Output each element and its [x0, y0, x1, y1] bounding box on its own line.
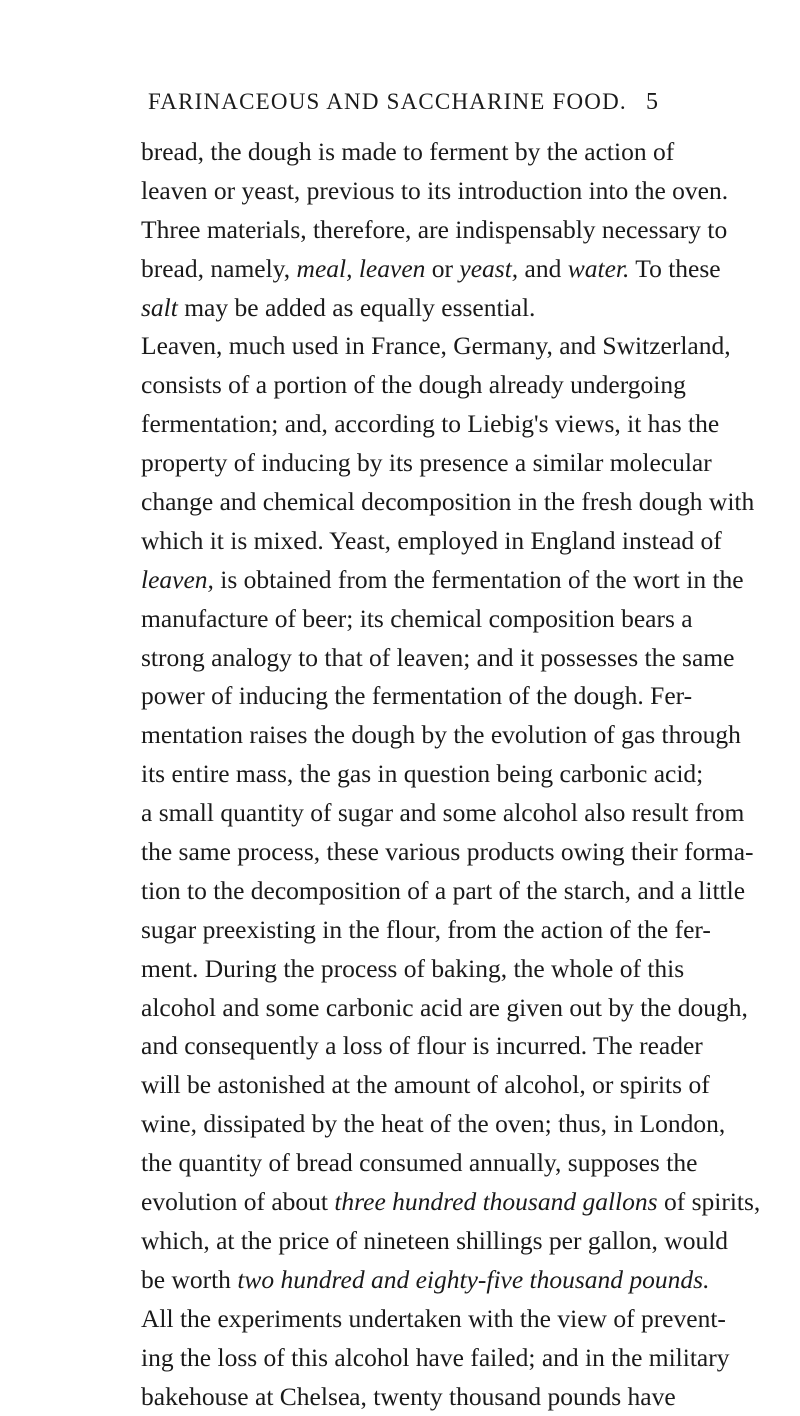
page-number: 5 [646, 89, 658, 116]
text-run: may be added as equally essential. [178, 293, 536, 322]
text-run: be worth [141, 1265, 237, 1294]
text-line [141, 1027, 645, 1066]
text-run: Three materials, therefore, are indispensably necessary to [141, 215, 727, 244]
text-line [141, 716, 645, 755]
text-run: or [425, 254, 459, 283]
text-run: leaven or yeast, previous to its introduction into the oven. [141, 176, 728, 205]
italic-phrase: yeast, [459, 254, 518, 283]
text-run: fermentation; and, according to Liebig's views, it has the [141, 409, 719, 438]
text-line [141, 639, 645, 678]
body-text [141, 133, 645, 1416]
text-run: strong analogy to that of leaven; and it possesses the same [141, 643, 734, 672]
text-run: will be astonished at the amount of alcohol, or spirits of [141, 1070, 710, 1099]
text-line [141, 1300, 645, 1339]
text-line [141, 327, 645, 366]
text-run: evolution of about [141, 1187, 334, 1216]
text-run: bread, the dough is made to ferment by the action of [141, 137, 674, 166]
text-line [141, 289, 645, 328]
text-line [141, 1222, 645, 1261]
text-run: manufacture of beer; its chemical composition bears a [141, 604, 693, 633]
text-run: To these [629, 254, 720, 283]
text-run: and [518, 254, 568, 283]
text-line [141, 989, 645, 1028]
text-line [141, 872, 645, 911]
text-line [141, 1261, 645, 1300]
text-run: change and chemical decomposition in the fresh dough with [141, 487, 754, 516]
text-line [141, 755, 645, 794]
text-line [141, 444, 645, 483]
text-line [141, 172, 645, 211]
text-line [141, 794, 645, 833]
text-line [141, 366, 645, 405]
text-line [141, 1144, 645, 1183]
text-line [141, 1183, 645, 1222]
text-line [141, 522, 645, 561]
text-run: the quantity of bread consumed annually, supposes the [141, 1148, 697, 1177]
text-run: and consequently a loss of flour is incurred. The reader [141, 1031, 703, 1060]
text-line [141, 250, 645, 289]
text-run: tion to the decomposition of a part of the starch, and a little [141, 876, 745, 905]
text-line [141, 833, 645, 872]
text-run: a small quantity of sugar and some alcohol also result from [141, 798, 744, 827]
text-line [141, 405, 645, 444]
text-run: Leaven, much used in France, Germany, and Switzerland, [141, 331, 731, 360]
italic-phrase: salt [141, 293, 178, 322]
text-run: of spirits, [658, 1187, 761, 1216]
text-line [141, 1378, 645, 1416]
text-run: alcohol and some carbonic acid are given out by the dough, [141, 993, 748, 1022]
italic-phrase: three hundred thousand gallons [334, 1187, 657, 1216]
running-head: FARINACEOUS AND SACCHARINE FOOD. [148, 89, 627, 115]
italic-phrase: meal, leaven [297, 254, 426, 283]
text-run: mentation raises the dough by the evolution of gas through [141, 720, 741, 749]
text-line [141, 950, 645, 989]
text-run: the same process, these various products owing their forma- [141, 837, 754, 866]
italic-phrase: two hundred and eighty-five thousand pounds. [237, 1265, 709, 1294]
text-run: ing the loss of this alcohol have failed; and in the military [141, 1343, 730, 1372]
text-run: wine, dissipated by the heat of the oven; thus, in London, [141, 1109, 725, 1138]
text-run: bakehouse at Chelsea, twenty thousand pounds have [141, 1382, 676, 1411]
text-run: power of inducing the fermentation of the dough. Fer- [141, 681, 692, 710]
text-run: which, at the price of nineteen shillings per gallon, would [141, 1226, 728, 1255]
text-line [141, 133, 645, 172]
text-run: which it is mixed. Yeast, employed in England instead of [141, 526, 722, 555]
page-header [0, 89, 800, 123]
text-run: bread, namely, [141, 254, 297, 283]
text-run: property of inducing by its presence a similar molecular [141, 448, 712, 477]
text-run: is obtained from the fermentation of the wort in the [214, 565, 744, 594]
text-line [141, 677, 645, 716]
italic-phrase: leaven, [141, 565, 214, 594]
text-line [141, 911, 645, 950]
text-run: its entire mass, the gas in question being carbonic acid; [141, 759, 703, 788]
text-run: sugar preexisting in the flour, from the action of the fer- [141, 915, 711, 944]
italic-phrase: water. [568, 254, 630, 283]
text-line [141, 211, 645, 250]
text-line [141, 600, 645, 639]
text-line [141, 1066, 645, 1105]
text-run: All the experiments undertaken with the view of prevent- [141, 1304, 726, 1333]
text-run: consists of a portion of the dough already undergoing [141, 370, 686, 399]
text-run: ment. During the process of baking, the whole of this [141, 954, 684, 983]
text-line [141, 1105, 645, 1144]
text-line [141, 483, 645, 522]
text-line [141, 561, 645, 600]
